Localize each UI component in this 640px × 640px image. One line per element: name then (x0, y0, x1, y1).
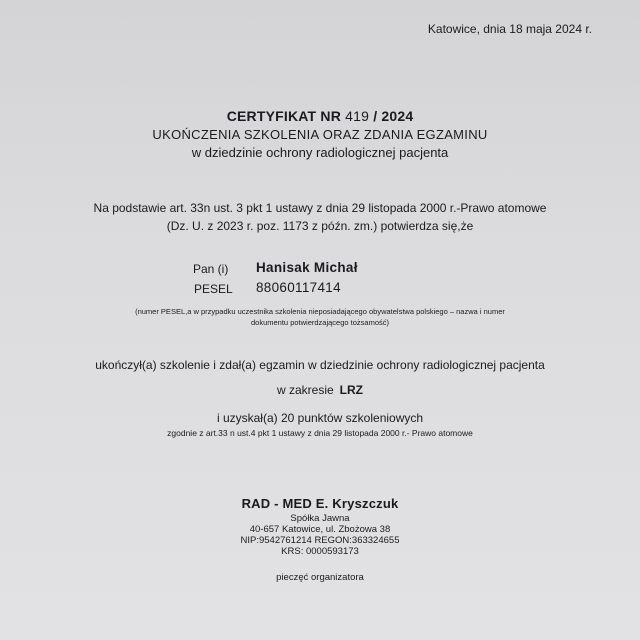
cert-number: 419 (345, 108, 370, 124)
organizer-name: RAD - MED E. Kryszczuk (241, 496, 399, 511)
organizer-ids: NIP:9542761214 REGON:363324655 (240, 535, 400, 546)
certificate-title (0, 108, 640, 124)
organizer-line1: Spółka Jawna (290, 513, 350, 524)
points-statement: i uzyskał(a) 20 punktów szkoleniowych (216, 411, 424, 425)
pesel-value: 88060117414 (256, 280, 341, 295)
scope-label: w zakresie (276, 383, 334, 397)
pan-label: Pan (i) (193, 262, 229, 276)
compliance-note: zgodnie z art.33 n ust.4 pkt 1 ustawy z dnia 29 listopada 2000 r.- Prawo atomowe (167, 428, 473, 438)
cert-prefix: CERTYFIKAT NR (226, 108, 342, 124)
organizer-address: 40-657 Katowice, ul. Zbożowa 38 (249, 524, 391, 535)
scope-line (0, 383, 640, 397)
completion-statement: ukończył(a) szkolenie i zdał(a) egzamin w dziedzinie ochrony radiologicznej pacjenta (95, 358, 545, 372)
participant-name: Hanisak Michał (256, 260, 358, 275)
legal-basis-line2: (Dz. U. z 2023 r. poz. 1173 z późn. zm.) potwierdza się,że (166, 219, 474, 233)
legal-basis-line1: Na podstawie art. 33n ust. 3 pkt 1 ustawy z dnia 29 listopada 2000 r.-Prawo atomowe (93, 201, 547, 215)
place-date: Katowice, dnia 18 maja 2024 r. (427, 22, 592, 36)
scope-value: LRZ (339, 383, 363, 397)
pesel-label: PESEL (194, 282, 233, 296)
pesel-note-line1: (numer PESEL,a w przypadku uczestnika szkolenia nieposiadającego obywatelstwa polskiego – nazwa i numer (135, 307, 505, 316)
certificate-field: w dziedzinie ochrony radiologicznej pacjenta (191, 145, 449, 160)
pesel-note-line2: dokumentu potwierdzającego tożsamość) (251, 318, 389, 327)
certificate-subtitle: UKOŃCZENIA SZKOLENIA ORAZ ZDANIA EGZAMINU (152, 127, 488, 142)
organizer-krs: KRS: 0000593173 (281, 546, 359, 557)
cert-year: / 2024 (373, 108, 414, 124)
stamp-label: pieczęć organizatora (276, 572, 364, 583)
